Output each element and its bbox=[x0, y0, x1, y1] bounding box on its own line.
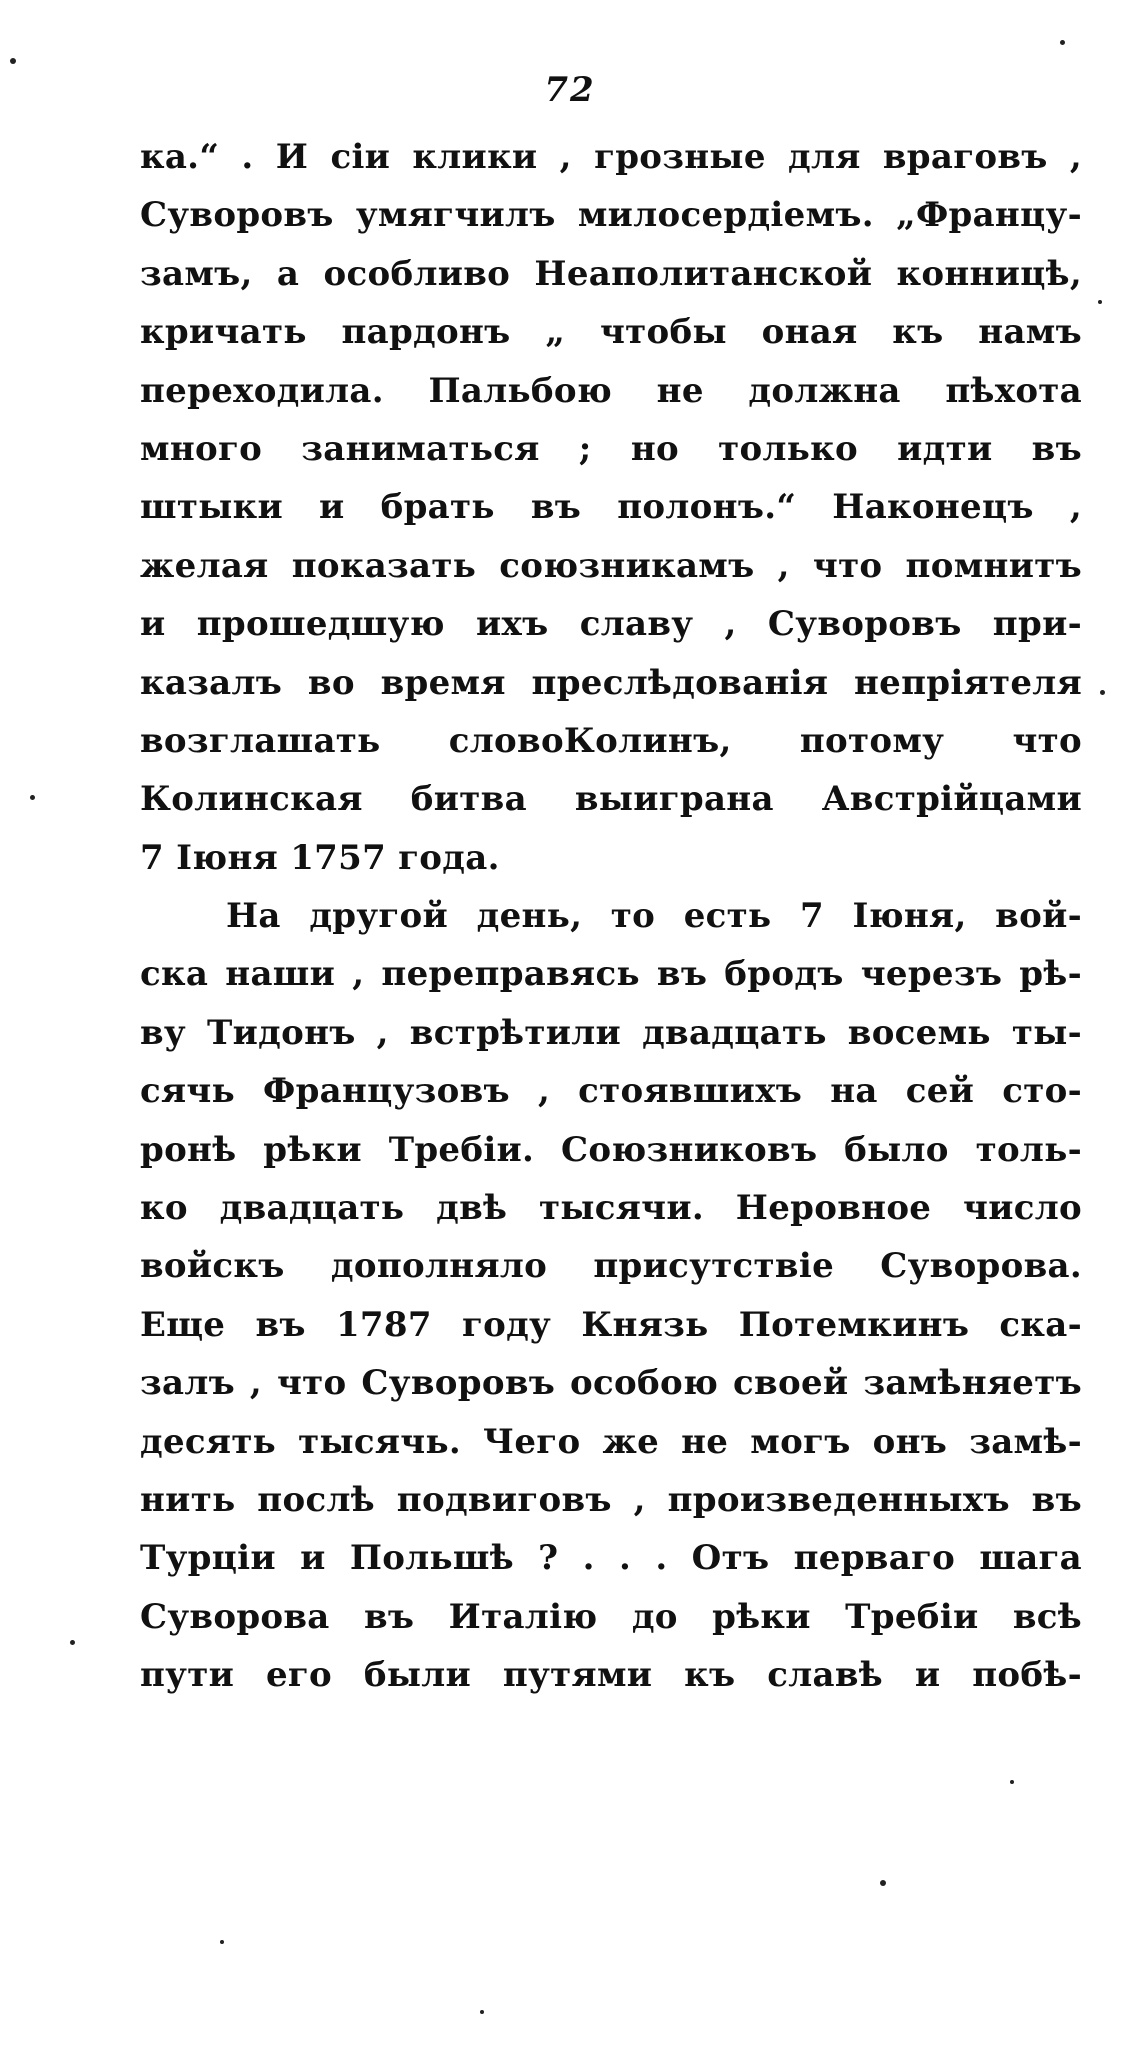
text-line: нить послѣ подвиговъ , произведенныхъ въ bbox=[140, 1479, 1082, 1520]
text-line: казалъ во время преслѣдованія непріятеля bbox=[140, 662, 1082, 703]
text-line: ронѣ рѣки Требіи. Союзниковъ было толь- bbox=[140, 1129, 1082, 1170]
text-line: Колинская битва выиграна Австрійцами bbox=[140, 779, 1082, 820]
page-text bbox=[140, 128, 1082, 1705]
scan-speck bbox=[1010, 1780, 1014, 1784]
text-line: ко двадцать двѣ тысячи. Неровное число bbox=[140, 1188, 1082, 1229]
text-line: Еще въ 1787 году Князь Потемкинъ ска- bbox=[140, 1304, 1082, 1345]
text-line: сячь Французовъ , стоявшихъ на сей сто- bbox=[140, 1071, 1082, 1112]
text-line: замъ, а особливо Неаполитанской конницѣ, bbox=[140, 253, 1082, 294]
text-line: желая показать союзникамъ , что помнитъ bbox=[140, 545, 1082, 586]
scan-speck bbox=[1100, 690, 1105, 695]
text-line: возглашать словоКолинъ, потому что bbox=[140, 720, 1082, 761]
text-line: пути его были путями къ славѣ и побѣ- bbox=[140, 1655, 1082, 1696]
paragraph-2 bbox=[140, 887, 1082, 1704]
text-line: Суворовъ умягчилъ милосердіемъ. „Францу- bbox=[140, 195, 1082, 236]
scan-speck bbox=[220, 1940, 224, 1944]
scan-speck bbox=[70, 1640, 75, 1645]
text-line: десять тысячь. Чего же не могъ онъ замѣ- bbox=[140, 1421, 1082, 1462]
text-line: штыки и брать въ полонъ.“ Наконецъ , bbox=[140, 487, 1082, 528]
text-line: много заниматься ; но только идти въ bbox=[140, 428, 1082, 469]
text-line: кричать пардонъ „ чтобы оная къ намъ bbox=[140, 312, 1082, 353]
text-line: Турціи и Польшѣ ? . . . Отъ перваго шага bbox=[140, 1538, 1082, 1579]
scan-speck bbox=[10, 58, 16, 64]
page-number: 72 bbox=[544, 70, 596, 110]
text-line: На другой день, то есть 7 Іюня, вой- bbox=[226, 896, 1082, 937]
text-line: 7 Іюня 1757 года. bbox=[140, 837, 500, 878]
scan-speck bbox=[1060, 40, 1065, 45]
text-line: залъ , что Суворовъ особою своей замѣняетъ bbox=[140, 1363, 1082, 1404]
text-line: Суворова въ Италію до рѣки Требіи всѣ bbox=[140, 1596, 1082, 1637]
text-line: ка.“ . И сіи клики , грозные для враговъ , bbox=[140, 137, 1082, 177]
text-line: ву Тидонъ , встрѣтили двадцать восемь ты- bbox=[140, 1012, 1082, 1053]
text-line: и прошедшую ихъ славу , Суворовъ при- bbox=[140, 604, 1082, 645]
scan-speck bbox=[1098, 300, 1102, 304]
scan-speck bbox=[30, 795, 35, 800]
text-line: войскъ дополняло присутствіе Суворова. bbox=[140, 1246, 1082, 1287]
text-line: переходила. Пальбою не должна пѣхота bbox=[140, 370, 1082, 411]
scan-speck bbox=[880, 1880, 886, 1886]
text-line: ска наши , переправясь въ бродъ черезъ рѣ- bbox=[140, 954, 1082, 995]
scan-speck bbox=[480, 2010, 484, 2014]
paragraph-1 bbox=[140, 128, 1082, 887]
